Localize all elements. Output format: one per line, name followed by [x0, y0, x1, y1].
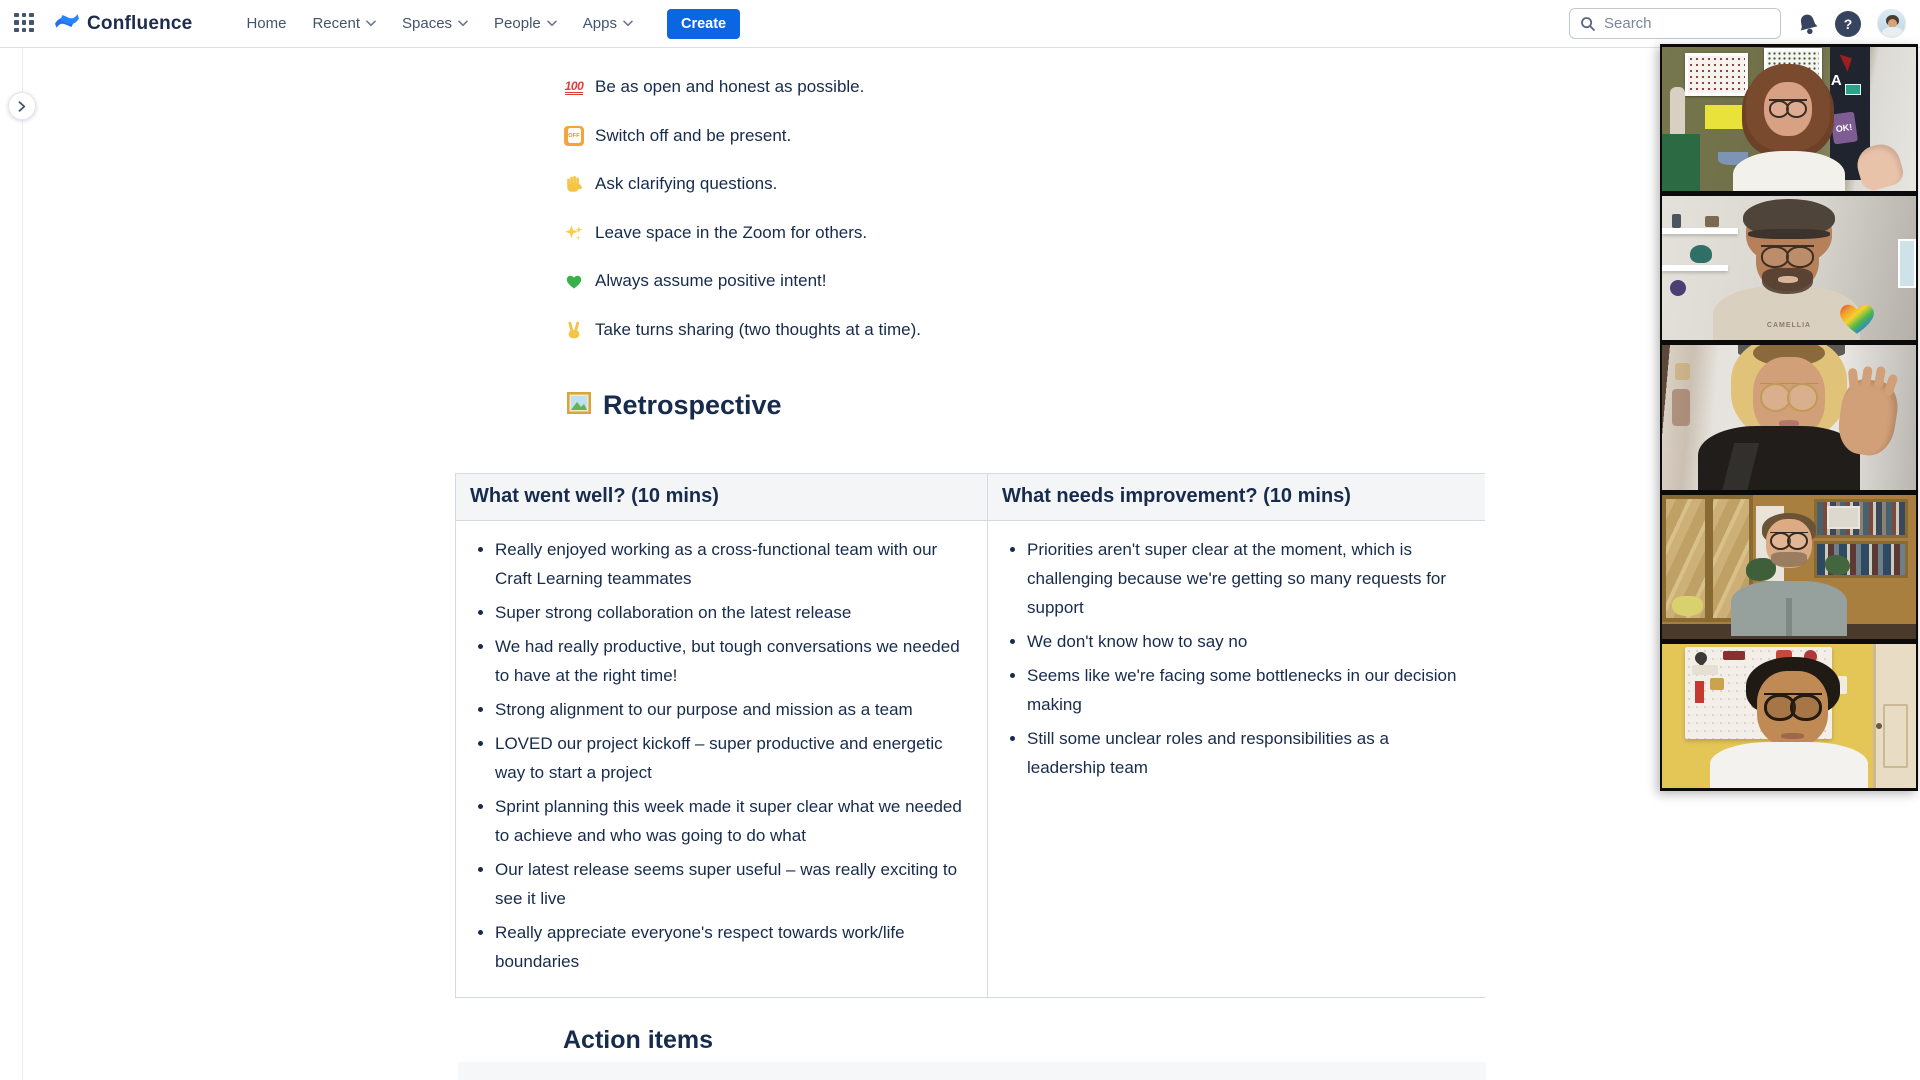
- stubble: [1771, 552, 1807, 566]
- list-item: [563, 76, 921, 98]
- list-item: • We don't know how to say no: [1027, 627, 1471, 656]
- nav-item-label: Recent: [312, 15, 360, 32]
- wall-shelf: [1662, 265, 1728, 271]
- list-item: • Super strong collaboration on the latest release: [495, 598, 973, 627]
- nav-item-apps[interactable]: [573, 9, 643, 38]
- finger: [1874, 366, 1886, 389]
- shelf-object: [1690, 245, 1712, 263]
- nav-item-people[interactable]: [484, 9, 567, 38]
- video-tile-participant-1[interactable]: [1662, 47, 1916, 191]
- list-item: • Priorities aren't super clear at the moment, which is challenging because we're getting so many requests for support: [1027, 535, 1471, 622]
- next-table-top-edge: [458, 1062, 1486, 1080]
- mouth: [1778, 276, 1798, 283]
- chevron-down-icon: [458, 20, 468, 27]
- top-navigation: [0, 0, 1920, 48]
- list-item: • Really enjoyed working as a cross-functional team with our Craft Learning teammates: [495, 535, 973, 593]
- sidebar-expand-button[interactable]: [8, 92, 36, 120]
- section-title: Retrospective: [603, 390, 782, 420]
- list-item-text: Switch off and be present.: [595, 125, 792, 145]
- chevron-right-icon: [18, 101, 26, 112]
- yellow-jug: [1672, 596, 1702, 616]
- ok-sign: OK!: [1830, 112, 1858, 145]
- pegboard-item: [1692, 665, 1718, 675]
- ground-rules-list: [563, 76, 921, 367]
- victory-hand-emoji: [563, 319, 585, 341]
- pegboard-item: [1695, 681, 1704, 703]
- round-glasses: [1760, 383, 1818, 405]
- list-item-text: Take turns sharing (two thoughts at a time).: [595, 319, 921, 339]
- participant-shirt: [1710, 742, 1867, 788]
- framed-photo: [1827, 506, 1860, 529]
- shelf-object: [1672, 214, 1681, 228]
- video-call-strip: [1660, 44, 1918, 791]
- video-tile-participant-5[interactable]: [1662, 644, 1916, 788]
- list-item: • LOVED our project kickoff – super productive and energetic way to start a project: [495, 729, 973, 787]
- nav-item-recent[interactable]: [302, 9, 386, 38]
- list-item: • Seems like we're facing some bottlenecks in our decision making: [1027, 661, 1471, 719]
- table-cell-needs-improvement: [987, 521, 1485, 997]
- list-item: [563, 222, 921, 244]
- finger: [1848, 368, 1859, 391]
- nav-item-spaces[interactable]: [392, 9, 478, 38]
- nav-item-label: People: [494, 15, 541, 32]
- sidebar-divider: [22, 48, 23, 1080]
- list-item: [563, 125, 921, 147]
- green-heart-emoji: [563, 270, 585, 292]
- wall-shelf: [1662, 228, 1738, 234]
- background-object: [1675, 363, 1690, 380]
- confluence-logo[interactable]: [54, 8, 192, 39]
- teal-sign: [1845, 84, 1861, 95]
- list-item: • Really appreciate everyone's respect towards work/life boundaries: [495, 918, 973, 976]
- pegboard-item: [1710, 678, 1724, 690]
- list-item: • Strong alignment to our purpose and mission as a team: [495, 695, 973, 724]
- search-icon: [1580, 16, 1596, 32]
- glasses: [1764, 693, 1822, 713]
- mobile-phone-off-emoji: OFF: [563, 125, 585, 147]
- list-item: • Our latest release seems super useful – was really exciting to see it live: [495, 855, 973, 913]
- nav-item-label: Apps: [582, 15, 617, 32]
- list-item-text: Be as open and honest as possible.: [595, 77, 865, 96]
- video-tile-participant-4[interactable]: [1662, 495, 1916, 639]
- list-item: [563, 173, 921, 195]
- list-item-text: Ask clarifying questions.: [595, 174, 778, 193]
- list-item: • Still some unclear roles and responsibilities as a leadership team: [1027, 724, 1471, 782]
- table-header-went-well: What went well? (10 mins): [456, 474, 987, 521]
- list-item-text: Leave space in the Zoom for others.: [595, 222, 868, 242]
- door-knob: [1876, 723, 1882, 729]
- hundred-points-emoji: 100: [564, 78, 584, 93]
- shirt-placket: [1786, 598, 1791, 635]
- chevron-down-icon: [547, 20, 557, 27]
- background-object: [1670, 87, 1685, 139]
- cap-brim: [1748, 229, 1829, 239]
- rainbow-heart-sticker: [1834, 296, 1880, 338]
- action-items-heading: Action items: [563, 1026, 714, 1054]
- sparkles-emoji: [563, 222, 585, 244]
- mouth: [1781, 733, 1804, 739]
- table-header-needs-improvement: What needs improvement? (10 mins): [987, 474, 1485, 521]
- letter-a-decor: A: [1830, 71, 1842, 89]
- glasses: [1761, 245, 1814, 262]
- retrospective-heading: [565, 389, 782, 422]
- wall-art: [1898, 239, 1916, 288]
- shelf-object: [1705, 216, 1719, 227]
- table-cell-went-well: [456, 521, 987, 997]
- background-object: [1672, 389, 1690, 426]
- glasses: [1770, 532, 1808, 545]
- chevron-down-icon: [366, 20, 376, 27]
- video-tile-participant-2[interactable]: [1662, 196, 1916, 340]
- yellow-sign: [1705, 105, 1743, 130]
- logo-text: Confluence: [87, 12, 193, 34]
- shelf-object: [1670, 280, 1686, 296]
- framed-poster: [1685, 53, 1749, 96]
- search-input[interactable]: [1604, 15, 1754, 32]
- avatar-body: [1882, 27, 1903, 38]
- pegboard-item: [1723, 651, 1745, 660]
- nav-left-cluster: [12, 8, 740, 39]
- app-switcher-icon[interactable]: [12, 11, 38, 37]
- chevron-down-icon: [623, 20, 633, 27]
- nav-right-cluster: [1569, 8, 1906, 39]
- green-cabinet: [1662, 134, 1700, 192]
- list-item: • We had really productive, but tough conversations we needed to have at the right time!: [495, 632, 973, 690]
- help-icon[interactable]: ?: [1835, 11, 1861, 37]
- went-well-list: [495, 535, 973, 976]
- nav-item-label: Home: [246, 15, 287, 32]
- leather-jacket: [1698, 426, 1861, 489]
- video-tile-participant-3[interactable]: [1662, 345, 1916, 489]
- glasses: [1769, 99, 1807, 113]
- list-item: [563, 319, 921, 341]
- retro-table: [455, 473, 1485, 998]
- door-panel: [1883, 704, 1908, 767]
- tshirt-text: CAMELLIA: [1766, 321, 1812, 329]
- user-avatar[interactable]: [1877, 9, 1906, 38]
- plant: [1825, 555, 1850, 575]
- needs-improvement-list: [1027, 535, 1471, 782]
- raised-hand-emoji: [563, 173, 585, 195]
- framed-picture-emoji: [565, 389, 593, 422]
- search-box[interactable]: [1569, 8, 1781, 39]
- finger: [1883, 373, 1899, 397]
- list-item: [563, 270, 921, 292]
- nav-item-home[interactable]: [236, 9, 296, 38]
- list-item-text: Always assume positive intent!: [595, 271, 827, 290]
- list-item: • Sprint planning this week made it super clear what we needed to achieve and who was going to do what: [495, 792, 973, 850]
- notifications-bell-icon[interactable]: [1794, 9, 1821, 38]
- nav-item-label: Spaces: [402, 15, 453, 32]
- create-button[interactable]: Create: [667, 9, 740, 39]
- nav-menu: [236, 9, 643, 38]
- cabinet-frame: [1705, 495, 1713, 622]
- confluence-logo-icon: [54, 8, 80, 39]
- finger: [1860, 365, 1872, 388]
- participant-shirt: [1733, 151, 1845, 191]
